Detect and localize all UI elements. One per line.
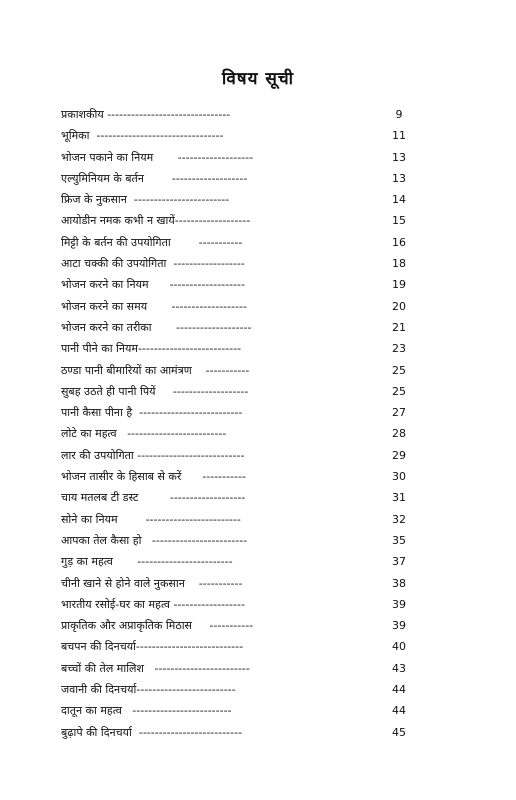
toc-entry-title: भोजन करने का तरीका ------------------- (61, 320, 252, 334)
toc-entry-title: आटा चक्की की उपयोगिता ------------------ (61, 257, 245, 271)
toc-entry-title: दातून का महत्व ------------------------- (61, 704, 232, 718)
toc-entry-page: 21 (392, 320, 406, 334)
toc-entry-title: बुढ़ापे की दिनचर्या -------------------------- (61, 725, 243, 739)
toc-entry-title: भोजन करने का समय ------------------- (61, 299, 247, 313)
toc-entry-page: 27 (392, 406, 406, 420)
toc-entry (61, 658, 414, 679)
toc-entry-title: भारतीय रसोई-घर का महत्व ------------------ (61, 597, 245, 611)
toc-entry-title: भोजन पकाने का नियम ------------------- (61, 150, 254, 164)
toc-entry-title: सोने का नियम ------------------------ (61, 512, 241, 526)
toc-entry-page: 29 (392, 448, 406, 462)
toc-entry-page: 35 (392, 533, 406, 547)
toc-entry-page: 14 (392, 193, 406, 207)
toc-entry-title: चाय मतलब टी डस्ट ------------------- (61, 491, 246, 505)
toc-entry-page: 13 (392, 171, 406, 185)
toc-entry-title: भूमिका -------------------------------- (61, 129, 224, 143)
toc-entry (61, 573, 414, 594)
toc-entry (61, 530, 414, 551)
toc-entry-page: 38 (392, 576, 406, 590)
toc-entry (61, 104, 414, 125)
toc-entry-title: गुड़ का महत्व ------------------------ (61, 555, 233, 569)
toc-entry-page: 30 (392, 470, 406, 484)
toc-entry-page: 11 (392, 129, 406, 143)
toc-entry (61, 445, 414, 466)
toc-entry (61, 636, 414, 657)
toc-entry (61, 360, 414, 381)
toc-entry (61, 615, 414, 636)
toc-entry-page: 31 (392, 491, 406, 505)
toc-entry-title: ठण्डा पानी बीमारियों का आमंत्रण ----------- (61, 363, 250, 377)
toc-entry-page: 25 (392, 363, 406, 377)
toc-entry-page: 32 (392, 512, 406, 526)
toc-entry-page: 44 (392, 683, 406, 697)
toc-entry (61, 274, 414, 295)
toc-entry (61, 679, 414, 700)
toc-entry-title: फ्रिज के नुकसान ------------------------ (61, 193, 230, 207)
toc-entry-page: 20 (392, 299, 406, 313)
toc-entry-title: प्राकृतिक और अप्राकृतिक मिठास ----------- (61, 619, 254, 633)
toc-entry (61, 338, 414, 359)
toc-entry-page: 16 (392, 235, 406, 249)
toc-entry-page: 28 (392, 427, 406, 441)
toc-entry (61, 232, 414, 253)
toc-entry (61, 402, 414, 423)
toc-entry-page: 43 (392, 661, 406, 675)
toc-entry-title: लार की उपयोगिता --------------------------- (61, 448, 245, 462)
toc-entry (61, 189, 414, 210)
toc-entry-page: 19 (392, 278, 406, 292)
toc-entry-page: 13 (392, 150, 406, 164)
toc-entry-title: भोजन तासीर के हिसाब से करें ----------- (61, 470, 246, 484)
toc-entry (61, 147, 414, 168)
toc-entry-title: पानी पीने का नियम-------------------------- (61, 342, 242, 356)
toc-entry-page: 37 (392, 555, 406, 569)
toc-entry-title: प्रकाशकीय ------------------------------- (61, 108, 231, 121)
toc-entry-page: 23 (392, 342, 406, 356)
toc-entry-title: एल्युमिनियम के बर्तन ------------------- (61, 171, 248, 185)
toc-entry-page: 25 (392, 384, 406, 398)
toc-entry (61, 381, 414, 402)
toc-entry (61, 466, 414, 487)
toc-entry-title: सुबह उठते ही पानी पियें ------------------- (61, 384, 249, 398)
toc-entry (61, 700, 414, 721)
toc-entry (61, 487, 414, 508)
toc-entry (61, 594, 414, 615)
toc-entry-title: जवानी की दिनचर्या------------------------- (61, 683, 236, 697)
toc-entry (61, 210, 414, 231)
toc-entry (61, 509, 414, 530)
toc-entry (61, 125, 414, 146)
toc-entry-page: 44 (392, 704, 406, 718)
toc-entry (61, 423, 414, 444)
toc-entry-page: 15 (392, 214, 406, 228)
toc-entry (61, 168, 414, 189)
toc-entry-title: बचपन की दिनचर्या--------------------------- (61, 640, 244, 654)
toc-entry-page: 39 (392, 619, 406, 633)
toc-entry-page: 40 (392, 640, 406, 654)
toc-entry (61, 296, 414, 317)
toc-entry (61, 253, 414, 274)
toc-entry (61, 551, 414, 572)
page-title: विषय सूची (221, 69, 295, 89)
toc-entry-page: 18 (392, 257, 406, 271)
toc-entry-title: मिट्टी के बर्तन की उपयोगिता ----------- (61, 235, 243, 249)
table-of-contents (61, 104, 414, 743)
toc-entry-title: आयोडीन नमक कभी न खायें------------------- (61, 214, 251, 228)
toc-entry-page: 45 (392, 725, 406, 739)
toc-entry-title: आपका तेल कैसा हो ------------------------ (61, 533, 248, 547)
toc-entry-title: चीनी खाने से होने वाले नुकसान ----------- (61, 576, 243, 590)
toc-entry-page: 39 (392, 597, 406, 611)
toc-entry-title: भोजन करने का नियम ------------------- (61, 278, 245, 292)
toc-entry-page: 9 (395, 108, 403, 121)
toc-entry (61, 722, 414, 743)
toc-entry-title: लोटे का महत्व ------------------------- (61, 427, 227, 441)
toc-entry-title: बच्चों की तेल मालिश ------------------------ (61, 661, 250, 675)
toc-entry (61, 317, 414, 338)
toc-entry-title: पानी कैसा पीना है -------------------------- (61, 406, 243, 420)
